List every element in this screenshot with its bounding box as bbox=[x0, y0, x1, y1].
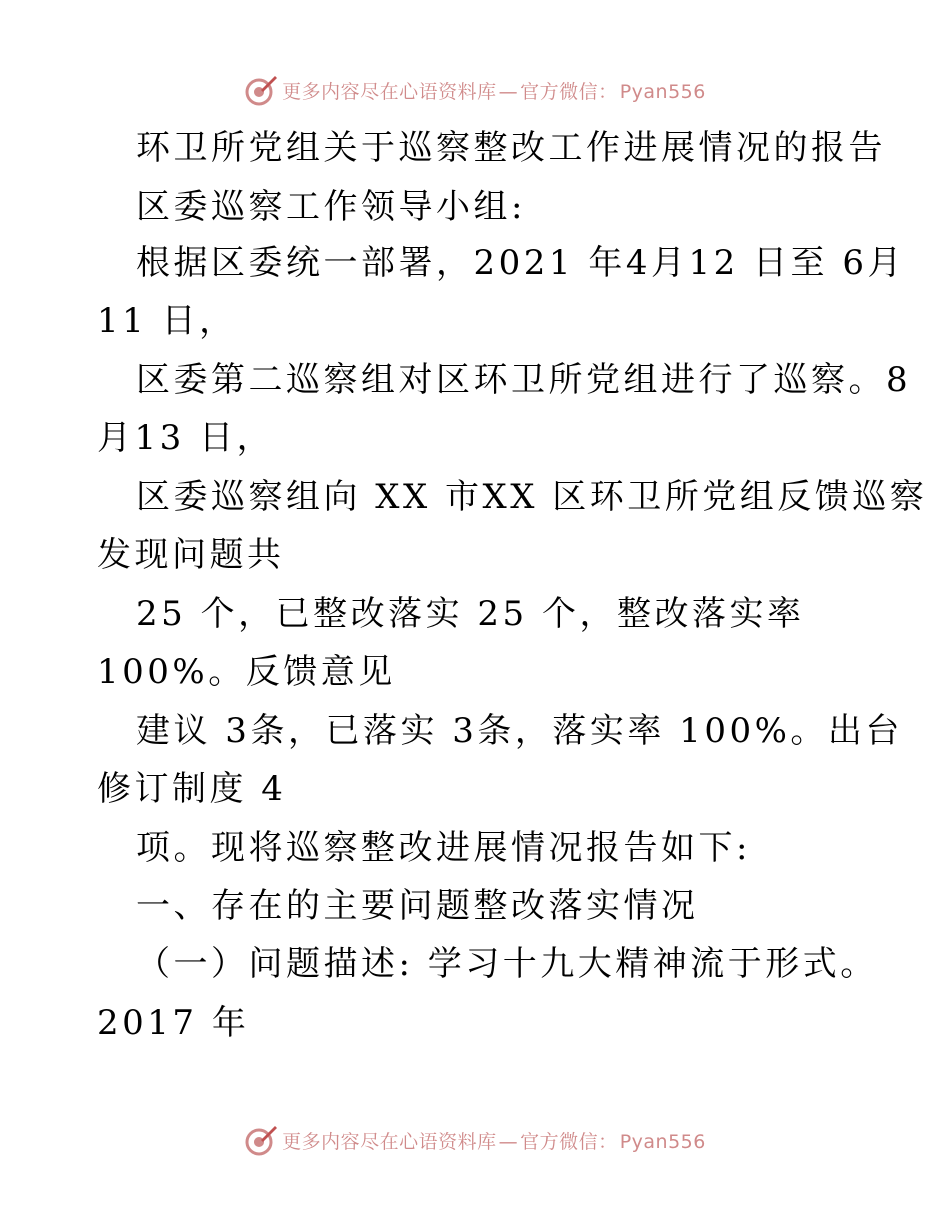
watermark-text: 更多内容尽在心语资料库 — 官方微信： Pyan556 bbox=[282, 80, 706, 103]
footer-watermark bbox=[0, 1120, 950, 1160]
paragraph-line: 11 日， bbox=[97, 301, 237, 341]
paragraph-line: 25 个，已整改落实 25 个，整改落实率 bbox=[136, 594, 805, 634]
watermark-text: 更多内容尽在心语资料库 — 官方微信： Pyan556 bbox=[282, 1130, 706, 1153]
quill-seal-icon bbox=[244, 1123, 278, 1157]
salutation: 区委巡察工作领导小组: bbox=[136, 187, 526, 227]
paragraph-line: 月13 日， bbox=[97, 418, 275, 458]
document-title: 环卫所党组关于巡察整改工作进展情况的报告 bbox=[136, 128, 886, 168]
paragraph-line: 100%。反馈意见 bbox=[97, 652, 396, 692]
subsection-heading: （一）问题描述: 学习十九大精神流于形式。 bbox=[136, 944, 878, 984]
paragraph-line: 建议 3条，已落实 3条，落实率 100%。出台 bbox=[136, 711, 903, 751]
paragraph-line: 项。现将巡察整改进展情况报告如下: bbox=[136, 828, 751, 868]
paragraph-line: 发现问题共 bbox=[97, 535, 285, 575]
paragraph-line: 根据区委统一部署，2021 年4月12 日至 6月 bbox=[136, 243, 905, 283]
section-heading: 一、存在的主要问题整改落实情况 bbox=[136, 886, 699, 926]
paragraph-line: 2017 年 bbox=[97, 1003, 250, 1043]
paragraph-line: 区委第二巡察组对区环卫所党组进行了巡察。8 bbox=[136, 360, 912, 400]
paragraph-line: 修订制度 4 bbox=[97, 769, 287, 809]
paragraph-line: 区委巡察组向 XX 市XX 区环卫所党组反馈巡察 bbox=[136, 477, 928, 517]
